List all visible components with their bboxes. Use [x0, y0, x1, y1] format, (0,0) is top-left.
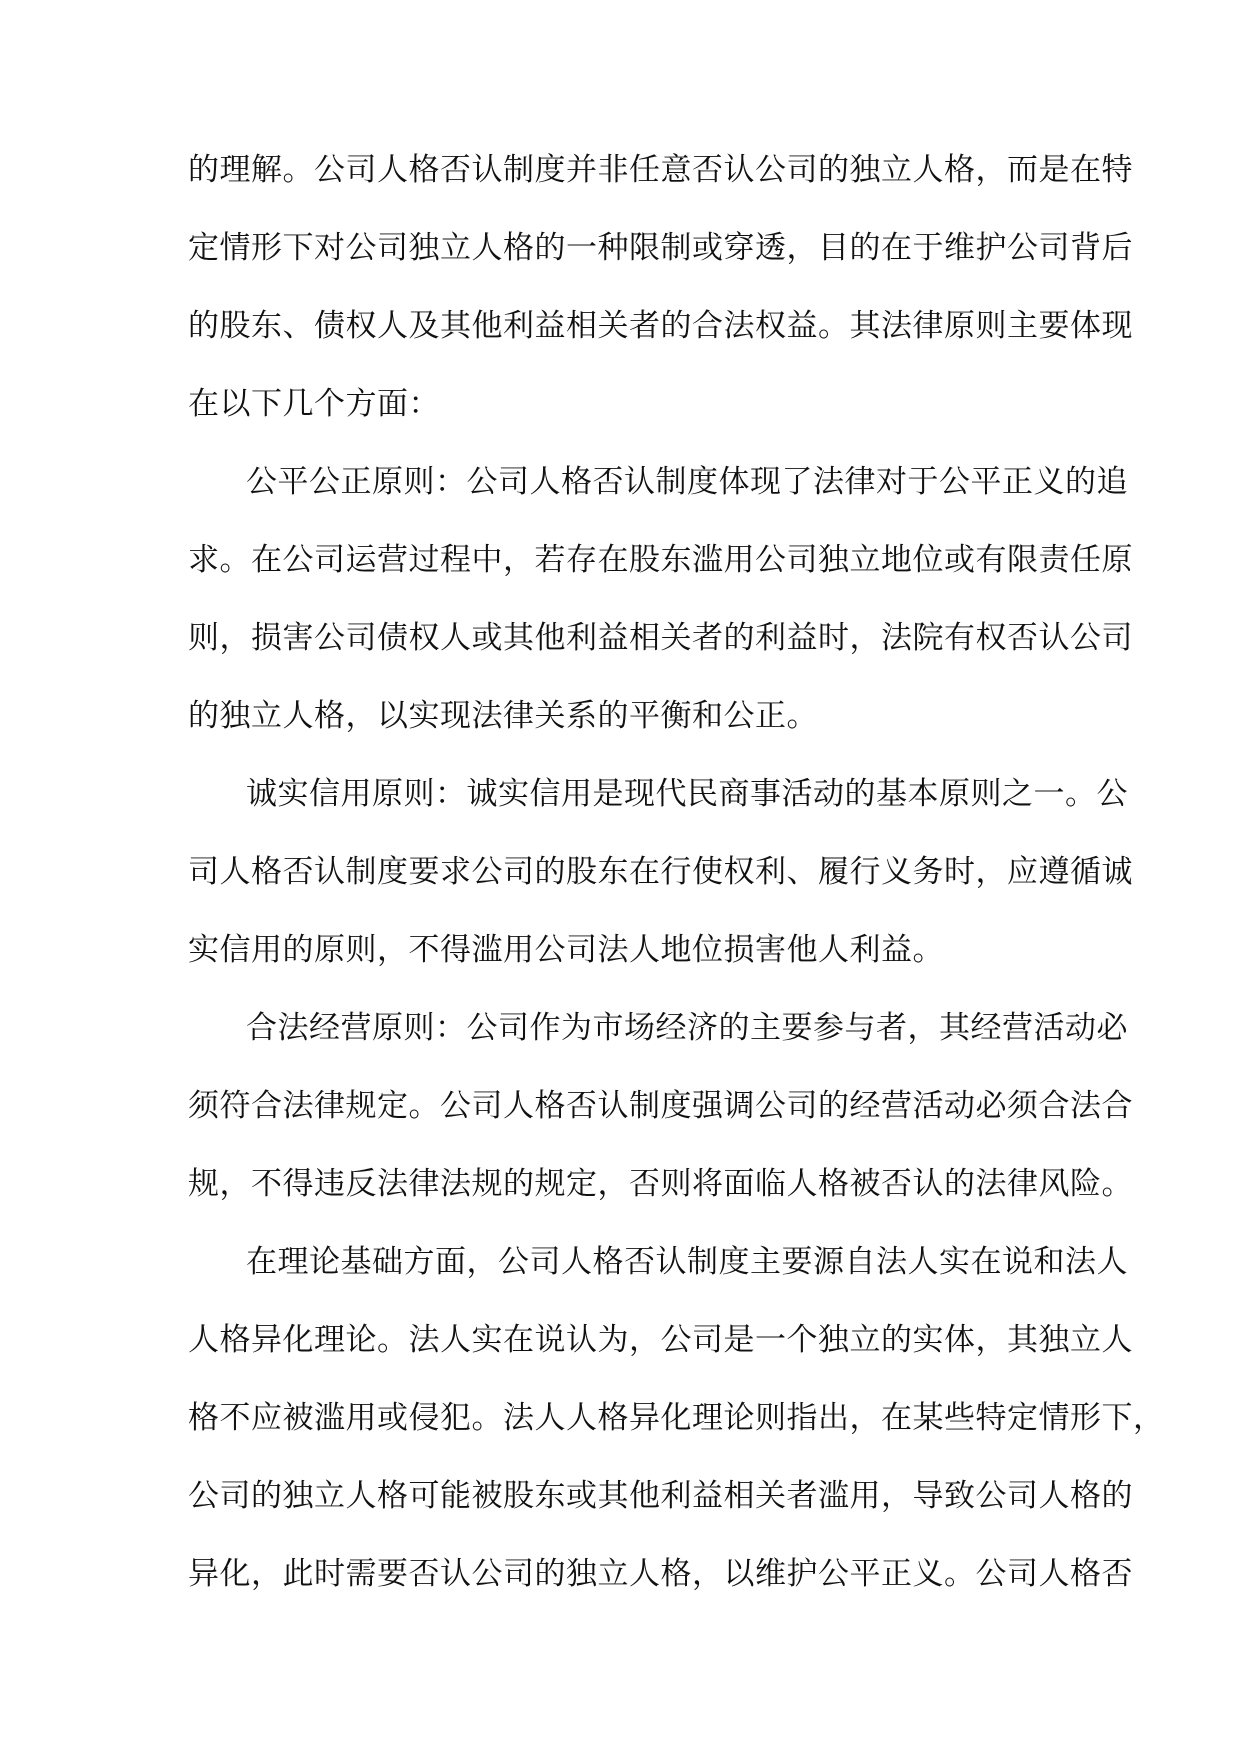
text-line: 规，不得违反法律法规的规定，否则将面临人格被否认的法律风险。 — [188, 1166, 1133, 1202]
text-line: 公平公正原则：公司人格否认制度体现了法律对于公平正义的追 — [246, 464, 1128, 500]
text-line: 异化，此时需要否认公司的独立人格，以维护公平正义。公司人格否 — [188, 1556, 1133, 1592]
text-line: 诚实信用原则：诚实信用是现代民商事活动的基本原则之一。公 — [246, 776, 1128, 812]
text-line: 的理解。公司人格否认制度并非任意否认公司的独立人格，而是在特 — [188, 152, 1133, 188]
text-line: 在以下几个方面： — [188, 386, 440, 422]
text-line: 定情形下对公司独立人格的一种限制或穿透，目的在于维护公司背后 — [188, 230, 1133, 266]
text-line: 则，损害公司债权人或其他利益相关者的利益时，法院有权否认公司 — [188, 620, 1133, 656]
text-line: 公司的独立人格可能被股东或其他利益相关者滥用，导致公司人格的 — [188, 1478, 1133, 1514]
text-line: 合法经营原则：公司作为市场经济的主要参与者，其经营活动必 — [246, 1010, 1128, 1046]
text-line: 在理论基础方面，公司人格否认制度主要源自法人实在说和法人 — [246, 1244, 1128, 1280]
text-line: 格不应被滥用或侵犯。法人人格异化理论则指出，在某些特定情形下， — [188, 1400, 1165, 1436]
text-line: 人格异化理论。法人实在说认为，公司是一个独立的实体，其独立人 — [188, 1322, 1133, 1358]
text-line: 司人格否认制度要求公司的股东在行使权利、履行义务时，应遵循诚 — [188, 854, 1133, 890]
text-line: 实信用的原则，不得滥用公司法人地位损害他人利益。 — [188, 932, 944, 968]
text-line: 的独立人格，以实现法律关系的平衡和公正。 — [188, 698, 818, 734]
text-line: 的股东、债权人及其他利益相关者的合法权益。其法律原则主要体现 — [188, 308, 1133, 344]
text-line: 须符合法律规定。公司人格否认制度强调公司的经营活动必须合法合 — [188, 1088, 1133, 1124]
text-line: 求。在公司运营过程中，若存在股东滥用公司独立地位或有限责任原 — [188, 542, 1133, 578]
